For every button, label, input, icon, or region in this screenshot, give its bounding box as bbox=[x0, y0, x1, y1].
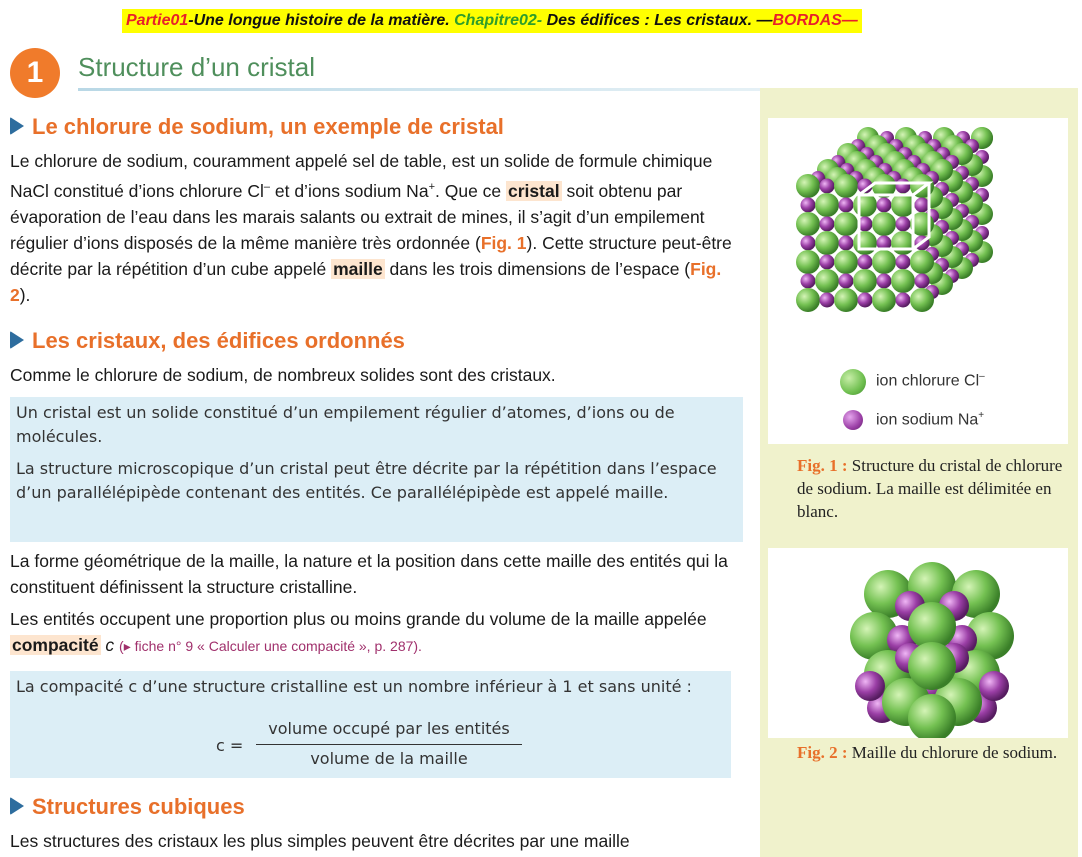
chloride-ion bbox=[796, 212, 820, 236]
banner-part: Partie01 bbox=[126, 12, 189, 29]
paragraph-cubic: Les structures des cristaux les plus simples peuvent être décrites par une maille bbox=[10, 831, 630, 851]
ref-fig1[interactable]: Fig. 1 bbox=[480, 232, 527, 253]
chloride-ion bbox=[796, 174, 820, 198]
paragraph-compacity: Les entités occupent une proportion plus ou moins grande du volume de la maille appelée compacité c (▸ fiche n° 9 « Calculer une compacité », p. 287). bbox=[10, 609, 707, 655]
keyword-maille: maille bbox=[333, 258, 383, 279]
chloride-ion bbox=[872, 250, 896, 274]
chloride-ion bbox=[815, 231, 839, 255]
nacl-unit-cell-illustration bbox=[768, 548, 1068, 738]
chloride-ion bbox=[853, 193, 877, 217]
figure1-caption: Fig. 1 : Structure du cristal de chlorure de sodium. La maille est délimitée en blanc. bbox=[797, 456, 1063, 521]
sodium-ion bbox=[839, 236, 854, 251]
chloride-ion bbox=[891, 269, 915, 293]
banner-part-title: -Une longue histoire de la matière. bbox=[188, 12, 455, 29]
legend-sodium: ion sodium Na+ bbox=[876, 410, 985, 429]
sodium-ion bbox=[801, 236, 816, 251]
definition-cell: La structure microscopique d’un cristal peut être décrite par la répétition dans l’espace d’un parallélépipède contenant des entités. Ce parallélépipède est appelé maille. bbox=[16, 459, 717, 502]
formula-numerator: volume occupé par les entités bbox=[268, 719, 510, 738]
heading-bullet-icon bbox=[10, 331, 24, 349]
chloride-ion bbox=[815, 269, 839, 293]
sodium-ion bbox=[877, 198, 892, 213]
chloride-ion bbox=[872, 212, 896, 236]
chloride-ion bbox=[891, 231, 915, 255]
definition-box bbox=[10, 397, 743, 542]
legend-chloride: ion chlorure Cl– bbox=[876, 371, 985, 390]
figure2-caption: Fig. 2 : Maille du chlorure de sodium. bbox=[797, 743, 1058, 762]
chloride-ion bbox=[815, 193, 839, 217]
formula-denominator: volume de la maille bbox=[310, 749, 468, 768]
sodium-legend-icon bbox=[843, 410, 863, 430]
chloride-ion bbox=[834, 288, 858, 312]
formula-bar bbox=[256, 744, 522, 745]
sodium-ion bbox=[839, 274, 854, 289]
sodium-ion bbox=[896, 217, 911, 232]
sodium-ion bbox=[855, 671, 885, 701]
sodium-ion bbox=[820, 255, 835, 270]
header-banner bbox=[122, 9, 862, 33]
chloride-ion bbox=[910, 288, 934, 312]
sodium-ion bbox=[915, 198, 930, 213]
chloride-ion bbox=[910, 250, 934, 274]
sodium-ion bbox=[915, 274, 930, 289]
sodium-ion bbox=[820, 293, 835, 308]
compacity-definition: La compacité c d’une structure cristalline est un nombre inférieur à 1 et sans unité : bbox=[16, 677, 692, 696]
chloride-ion bbox=[796, 250, 820, 274]
sodium-ion bbox=[877, 274, 892, 289]
chloride-ion bbox=[834, 174, 858, 198]
chloride-ion bbox=[853, 269, 877, 293]
section-number-badge: 1 bbox=[10, 48, 60, 98]
sodium-ion bbox=[979, 671, 1009, 701]
keyword-compacite: compacité bbox=[12, 635, 99, 655]
fiche-link[interactable]: (▸ fiche n° 9 « Calculer une compacité », p. 287). bbox=[119, 638, 422, 654]
sodium-ion bbox=[801, 274, 816, 289]
banner-publisher: BORDAS— bbox=[772, 12, 858, 29]
sodium-ion bbox=[896, 293, 911, 308]
nacl-crystal-illustration bbox=[768, 118, 1068, 444]
chloride-ion bbox=[853, 231, 877, 255]
chloride-ion bbox=[834, 250, 858, 274]
paragraph-structure: La forme géométrique de la maille, la nature et la position dans cette maille des entités qui la constituent définissent la structure cristalline. bbox=[10, 551, 728, 597]
sodium-ion bbox=[820, 217, 835, 232]
heading-ordered-structures: Les cristaux, des édifices ordonnés bbox=[10, 328, 405, 354]
sodium-ion bbox=[858, 255, 873, 270]
formula-lhs: c = bbox=[216, 736, 244, 755]
section-title: Structure d’un cristal bbox=[78, 52, 315, 82]
chloride-ion bbox=[834, 212, 858, 236]
definition-crystal: Un cristal est un solide constitué d’un empilement régulier d’atomes, d’ions ou de molécules. bbox=[16, 403, 675, 446]
banner-chapter: Chapitre02- bbox=[454, 12, 543, 29]
sodium-ion bbox=[896, 179, 911, 194]
sodium-ion bbox=[896, 255, 911, 270]
intro-ordered: Comme le chlorure de sodium, de nombreux solides sont des cristaux. bbox=[10, 365, 556, 385]
heading-bullet-icon bbox=[10, 797, 24, 815]
heading-bullet-icon bbox=[10, 117, 24, 135]
banner-chapter-title: Des édifices : Les cristaux. — bbox=[542, 12, 773, 29]
heading-sodium-chloride: Le chlorure de sodium, un exemple de cristal bbox=[10, 114, 504, 140]
figure2-box bbox=[768, 548, 1068, 738]
chloride-ion bbox=[891, 193, 915, 217]
sodium-ion bbox=[820, 179, 835, 194]
ref-fig2[interactable]: Fig. 2 bbox=[10, 258, 722, 305]
heading-cubic-structures: Structures cubiques bbox=[10, 794, 245, 820]
figure1-box bbox=[768, 118, 1068, 444]
paragraph-sodium-chloride: Le chlorure de sodium, couramment appelé sel de table, est un solide de formule chimique NaCl constitué d’ions chlorure Cl– et d’ions sodium Na+. Que ce cristal soit obtenu par évaporation de l’eau dans les marais salants ou extrait de mines, il s’agit d’un empilement régulier d’ions disposés de la même manière très ordonnée (Fig. 1). Cette structure peut-être décrite par la répétition d’un cube appelé maille dans les trois dimensions de l’espace (Fig. 2). bbox=[10, 151, 732, 305]
chloride-legend-icon bbox=[840, 369, 866, 395]
sodium-ion bbox=[839, 198, 854, 213]
sodium-ion bbox=[801, 198, 816, 213]
chloride-ion bbox=[796, 288, 820, 312]
chloride-ion bbox=[872, 288, 896, 312]
chloride-ion bbox=[908, 642, 956, 690]
sodium-ion bbox=[858, 293, 873, 308]
keyword-cristal: cristal bbox=[508, 180, 560, 201]
